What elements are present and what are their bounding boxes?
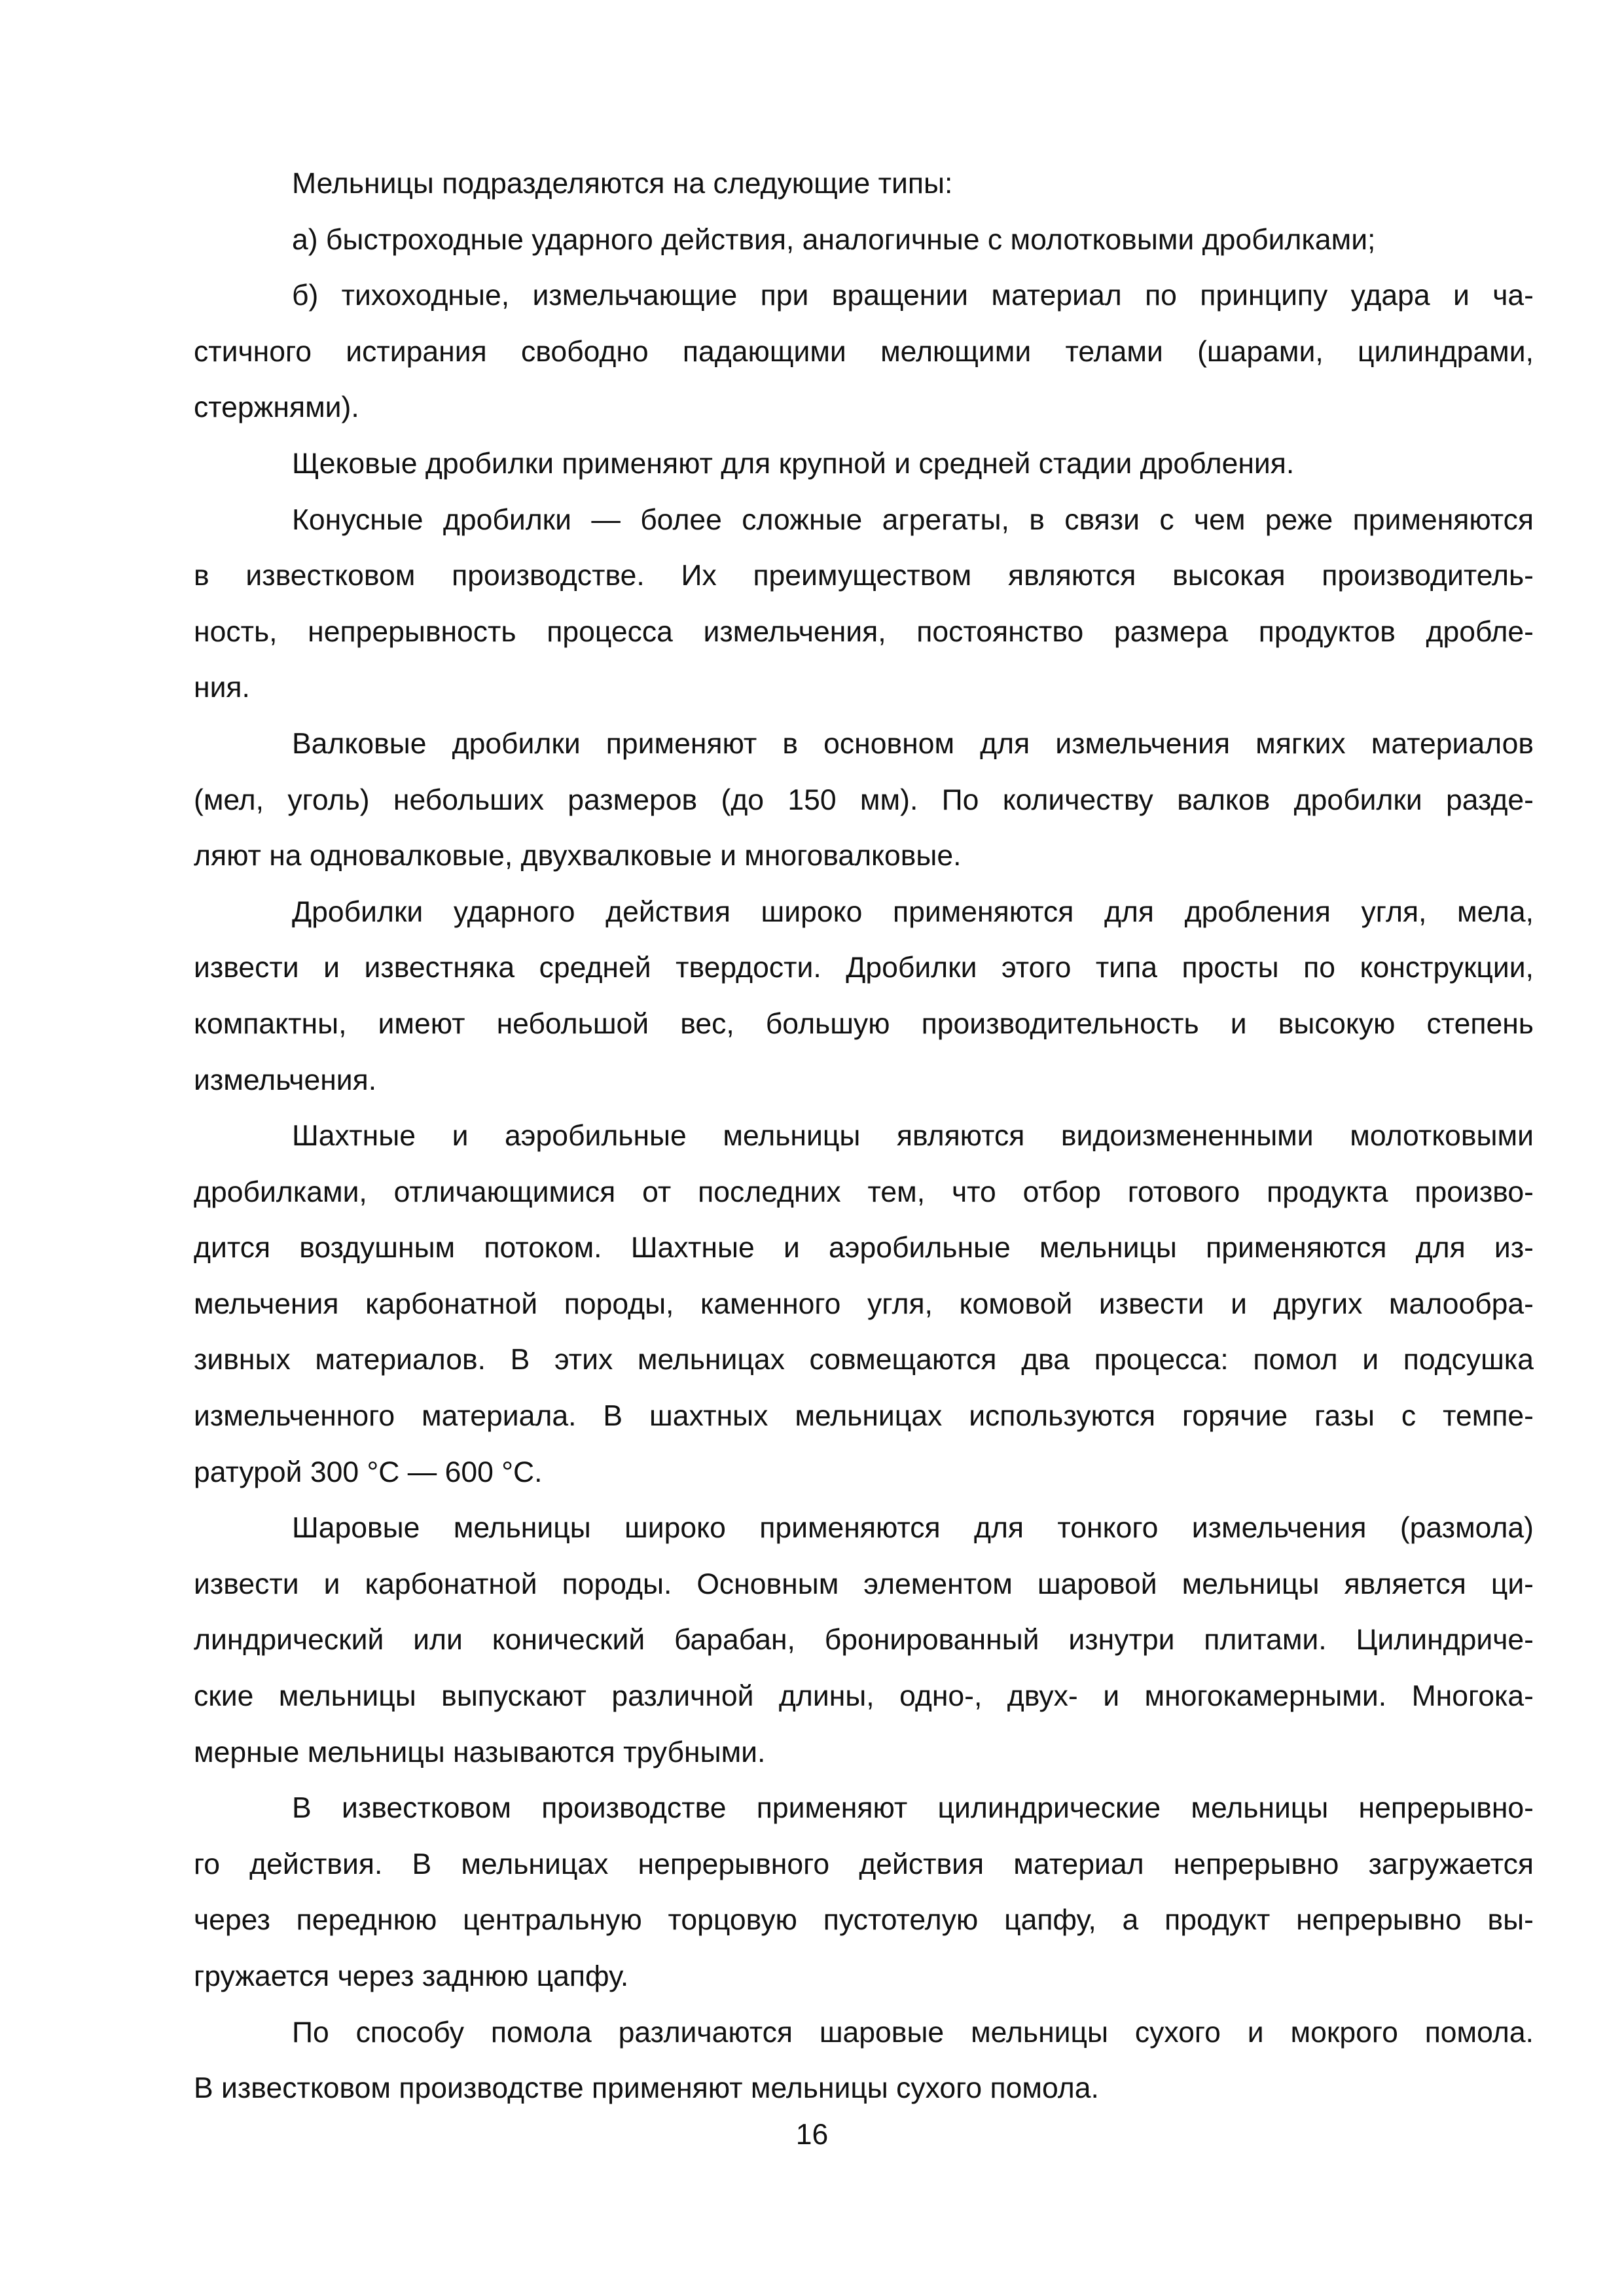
paragraph-line: ратурой 300 °С — 600 °С.: [194, 1456, 543, 1488]
paragraph-line: В известковом производстве применяют мельницы сухого помола.: [194, 2072, 1099, 2105]
paragraph-line: (мел, уголь) небольших размеров (до 150 мм). По количеству валков дробилки разде-: [194, 783, 1534, 816]
paragraph-line: стержнями).: [194, 391, 359, 424]
paragraph: [194, 156, 1534, 212]
paragraph-line: По способу помола различаются шаровые мельницы сухого и мокрого помола.: [292, 2016, 1534, 2049]
paragraph-line: через переднюю центральную торцовую пустотелую цапфу, а продукт непрерывно вы-: [194, 1904, 1534, 1937]
paragraph: [194, 716, 1534, 884]
paragraph-line: измельчения.: [194, 1064, 377, 1096]
paragraph: [194, 1780, 1534, 2004]
paragraph-line: линдрический или конический барабан, бронированный изнутри плитами. Цилиндриче-: [194, 1624, 1534, 1657]
paragraph-line: Дробилки ударного действия широко применяются для дробления угля, мела,: [292, 895, 1534, 928]
paragraph: [194, 2005, 1534, 2117]
paragraph-line: Конусные дробилки — более сложные агрегаты, в связи с чем реже применяются: [292, 503, 1534, 536]
paragraph-line: зивных материалов. В этих мельницах совмещаются два процесса: помол и подсушка: [194, 1344, 1534, 1376]
document-body: [194, 156, 1534, 2117]
page-number: 16: [795, 2119, 829, 2151]
paragraph-line: Мельницы подразделяются на следующие типы:: [292, 168, 953, 200]
paragraph-line: мерные мельницы называются трубными.: [194, 1736, 766, 1768]
paragraph-line: извести и известняка средней твердости. Дробилки этого типа просты по конструкции,: [194, 952, 1534, 984]
paragraph-line: В известковом производстве применяют цилиндрические мельницы непрерывно-: [292, 1792, 1534, 1825]
paragraph: [194, 1500, 1534, 1780]
paragraph-line: а) быстроходные ударного действия, аналогичные с молотковыми дробилками;: [292, 223, 1376, 256]
paragraph: [194, 1108, 1534, 1500]
paragraph: [194, 436, 1534, 492]
paragraph-line: ния.: [194, 672, 250, 704]
paragraph-line: ность, непрерывность процесса измельчения, постоянство размера продуктов дробле-: [194, 615, 1534, 648]
paragraph-line: компактны, имеют небольшой вес, большую производительность и высокую степень: [194, 1007, 1534, 1040]
paragraph-line: измельченного материала. В шахтных мельницах используются горячие газы с темпе-: [194, 1400, 1534, 1433]
paragraph: [194, 268, 1534, 436]
paragraph-line: Шаровые мельницы широко применяются для тонкого измельчения (размола): [292, 1512, 1534, 1545]
paragraph: [194, 492, 1534, 716]
paragraph-line: ляют на одновалковые, двухвалковые и многовалковые.: [194, 840, 962, 872]
paragraph-line: го действия. В мельницах непрерывного действия материал непрерывно загружается: [194, 1848, 1534, 1880]
paragraph: [194, 884, 1534, 1108]
paragraph-line: б) тихоходные, измельчающие при вращении материал по принципу удара и ча-: [292, 279, 1534, 312]
paragraph-line: мельчения карбонатной породы, каменного угля, комовой извести и других малообра-: [194, 1287, 1534, 1320]
paragraph-line: дробилками, отличающимися от последних тем, что отбор готового продукта произво-: [194, 1175, 1534, 1208]
paragraph-line: Щековые дробилки применяют для крупной и средней стадии дробления.: [292, 447, 1295, 480]
paragraph-line: Валковые дробилки применяют в основном для измельчения мягких материалов: [292, 727, 1534, 760]
paragraph: [194, 212, 1534, 268]
paragraph-line: дится воздушным потоком. Шахтные и аэробильные мельницы применяются для из-: [194, 1232, 1534, 1265]
paragraph-line: извести и карбонатной породы. Основным элементом шаровой мельницы является ци-: [194, 1568, 1534, 1600]
paragraph-line: стичного истирания свободно падающими мелющими телами (шарами, цилиндрами,: [194, 335, 1534, 368]
paragraph-line: гружается через заднюю цапфу.: [194, 1960, 629, 1992]
paragraph-line: ские мельницы выпускают различной длины, одно-, двух- и многокамерными. Многока-: [194, 1680, 1534, 1713]
paragraph-line: в известковом производстве. Их преимуществом являются высокая производитель-: [194, 560, 1534, 592]
paragraph-line: Шахтные и аэробильные мельницы являются видоизмененными молотковыми: [292, 1120, 1534, 1153]
